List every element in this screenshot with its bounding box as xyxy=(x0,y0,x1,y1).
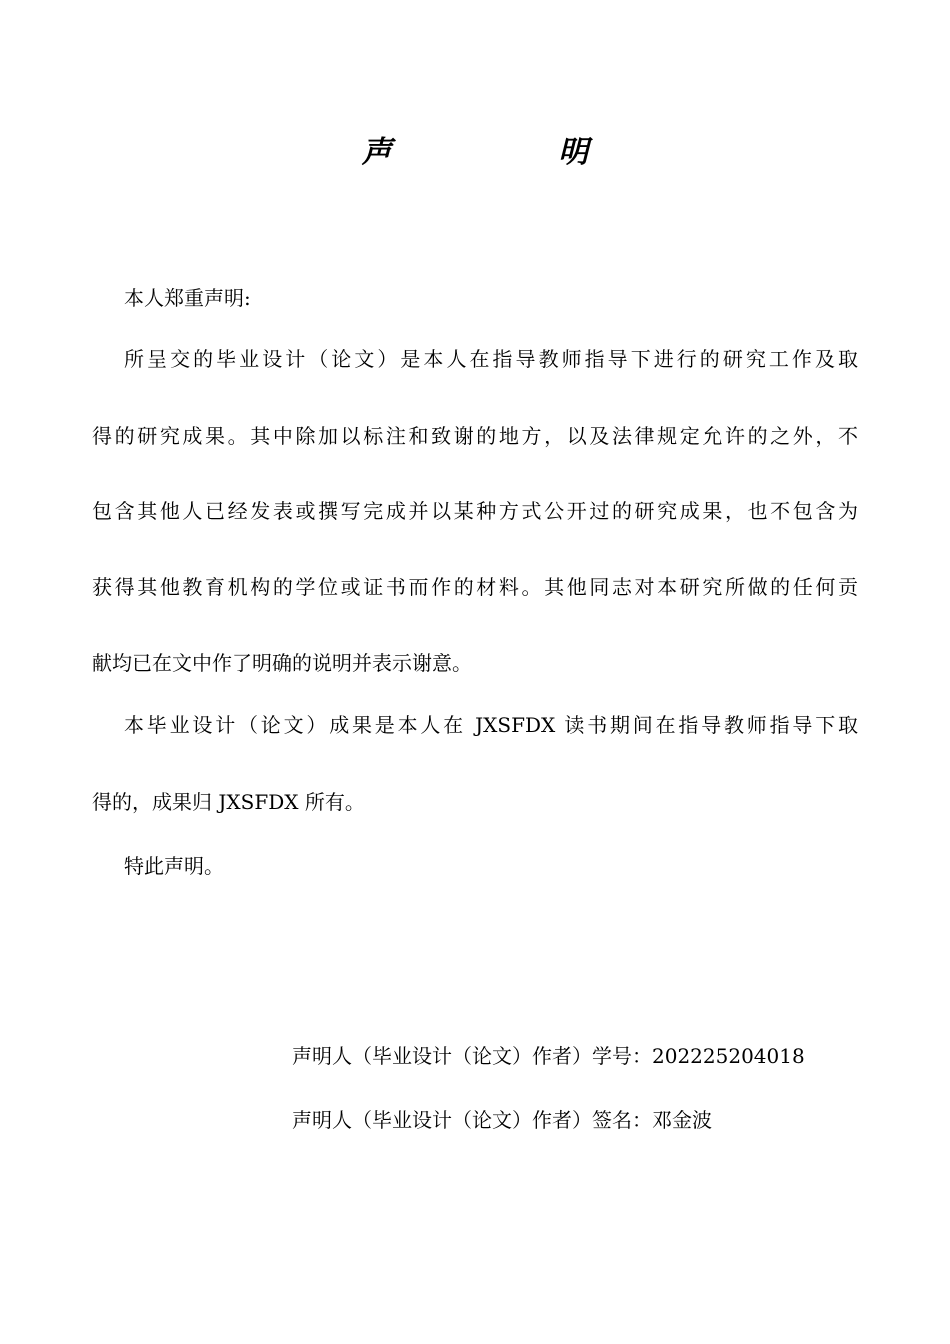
paragraph-line: 包含其他人已经发表或撰写完成并以某种方式公开过的研究成果，也不包含为 xyxy=(92,499,858,523)
paragraph-line: 所呈交的毕业设计（论文）是本人在指导教师指导下进行的研究工作及取 xyxy=(124,347,858,371)
paragraph-line: 献均已在文中作了明确的说明并表示谢意。 xyxy=(92,651,472,675)
student-id-line: 声明人（毕业设计（论文）作者）学号：202225204018 xyxy=(292,1044,805,1068)
page-title: 声 明 xyxy=(361,135,667,170)
paragraph-line: 获得其他教育机构的学位或证书而作的材料。其他同志对本研究所做的任何贡 xyxy=(92,575,858,599)
paragraph-line: 本毕业设计（论文）成果是本人在 JXSFDX 读书期间在指导教师指导下取 xyxy=(124,713,858,737)
paragraph-line: 得的研究成果。其中除加以标注和致谢的地方，以及法律规定允许的之外，不 xyxy=(92,424,858,448)
signature-line: 声明人（毕业设计（论文）作者）签名：邓金波 xyxy=(292,1108,712,1132)
opening-line: 本人郑重声明: xyxy=(124,286,251,310)
closing-line: 特此声明。 xyxy=(124,854,224,878)
paragraph-line: 得的，成果归 JXSFDX 所有。 xyxy=(92,790,365,814)
